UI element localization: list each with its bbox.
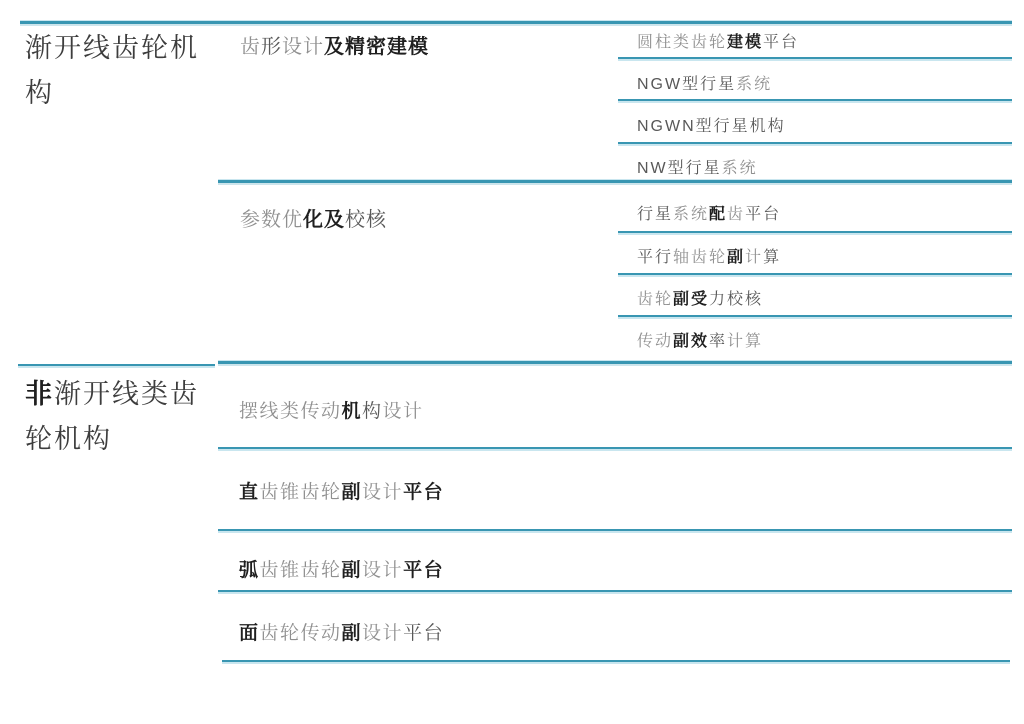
- group-divider: [218, 180, 1012, 183]
- row-divider: [618, 142, 1012, 144]
- text-segment: 率: [709, 333, 728, 350]
- text-segment: 齿轮传动: [259, 623, 342, 644]
- text-segment: 配: [709, 206, 728, 223]
- row-divider: [618, 273, 1012, 275]
- text-segment: 计: [745, 249, 764, 266]
- text-segment: 及精密建模: [324, 36, 429, 58]
- text-segment: 设计: [362, 560, 404, 581]
- text-segment: NGWN型行星机构: [637, 118, 786, 135]
- row-divider: [618, 57, 1012, 59]
- row-divider: [218, 529, 1012, 531]
- text-segment: 非: [25, 379, 54, 409]
- text-segment: 直: [239, 482, 260, 503]
- text-segment: NGW型行星: [637, 76, 737, 93]
- text-segment: 平行: [637, 249, 674, 266]
- module-item-nw-planetary: [637, 155, 758, 178]
- text-segment: 副: [341, 560, 363, 581]
- row-divider: [618, 231, 1012, 233]
- text-segment: 副: [727, 249, 746, 266]
- text-segment: 副受: [673, 291, 710, 308]
- module-item-spiral-bevel-design: [239, 555, 444, 582]
- module-item-face-gear-design: [239, 618, 444, 645]
- module-item-straight-bevel-design: [239, 477, 444, 504]
- text-segment: 副: [341, 623, 363, 644]
- table-bottom-border: [222, 660, 1010, 662]
- module-item-cycloid-drive-design: [239, 396, 424, 423]
- text-segment: 齿锥齿轮: [259, 560, 342, 581]
- row-divider: [618, 315, 1012, 317]
- section-title-non-involute: [25, 372, 205, 462]
- text-segment: 平台: [403, 482, 445, 503]
- text-segment: 圆柱类齿轮: [637, 34, 728, 51]
- text-segment: 轴齿轮: [673, 249, 728, 266]
- text-segment: 弧: [239, 560, 260, 581]
- row-divider: [618, 99, 1012, 101]
- text-segment: 设计: [382, 401, 424, 422]
- text-segment: 系统: [673, 206, 710, 223]
- text-segment: 齿: [240, 36, 261, 58]
- text-segment: 机: [341, 401, 363, 422]
- text-segment: 形: [261, 36, 282, 58]
- text-segment: 行星: [637, 206, 674, 223]
- text-segment: 化及: [303, 209, 345, 231]
- module-item-cylindrical-modeling: [637, 29, 799, 52]
- text-segment: 计算: [727, 333, 764, 350]
- text-segment: 平台: [763, 34, 800, 51]
- text-segment: 算: [763, 249, 782, 266]
- module-item-efficiency-calc: [637, 328, 763, 351]
- module-item-ngwn-planetary: [637, 113, 786, 136]
- text-segment: 摆线类传动: [239, 401, 342, 422]
- text-segment: 校核: [345, 209, 387, 231]
- text-segment: 系统: [721, 160, 758, 177]
- text-segment: 面: [239, 623, 260, 644]
- text-segment: 齿: [727, 206, 746, 223]
- text-segment: 设计: [282, 36, 324, 58]
- module-item-ngw-planetary: [637, 71, 772, 94]
- text-segment: 系统: [736, 76, 773, 93]
- row-divider: [218, 447, 1012, 449]
- section-divider-left: [18, 364, 215, 366]
- module-item-gear-pair-force-check: [637, 286, 763, 309]
- row-divider: [218, 590, 1012, 592]
- table-top-border: [20, 21, 1012, 24]
- text-segment: 传动: [637, 333, 674, 350]
- text-segment: 齿锥齿轮: [259, 482, 342, 503]
- text-segment: 设计: [362, 623, 404, 644]
- category-header-profile-design: [240, 30, 429, 59]
- text-segment: 平台: [403, 560, 445, 581]
- text-segment: NW型行星: [637, 160, 722, 177]
- module-item-planetary-tooth-matching: [637, 201, 781, 224]
- module-item-parallel-axis-calc: [637, 244, 781, 267]
- text-segment: 力校核: [709, 291, 764, 308]
- text-segment: 副效: [673, 333, 710, 350]
- text-segment: 建模: [727, 34, 764, 51]
- category-header-param-optimization: [240, 203, 387, 232]
- text-segment: 设计: [362, 482, 404, 503]
- text-segment: 渐开线类齿轮机构: [25, 379, 199, 454]
- text-segment: 齿轮: [637, 291, 674, 308]
- text-segment: 平台: [403, 623, 445, 644]
- text-segment: 平台: [745, 206, 782, 223]
- section-title-involute: [25, 26, 205, 116]
- text-segment: 参数优: [240, 209, 303, 231]
- text-segment: 副: [341, 482, 363, 503]
- section-divider: [218, 361, 1012, 364]
- text-segment: 构: [362, 401, 383, 422]
- text-segment: 渐开线齿轮机构: [25, 33, 199, 108]
